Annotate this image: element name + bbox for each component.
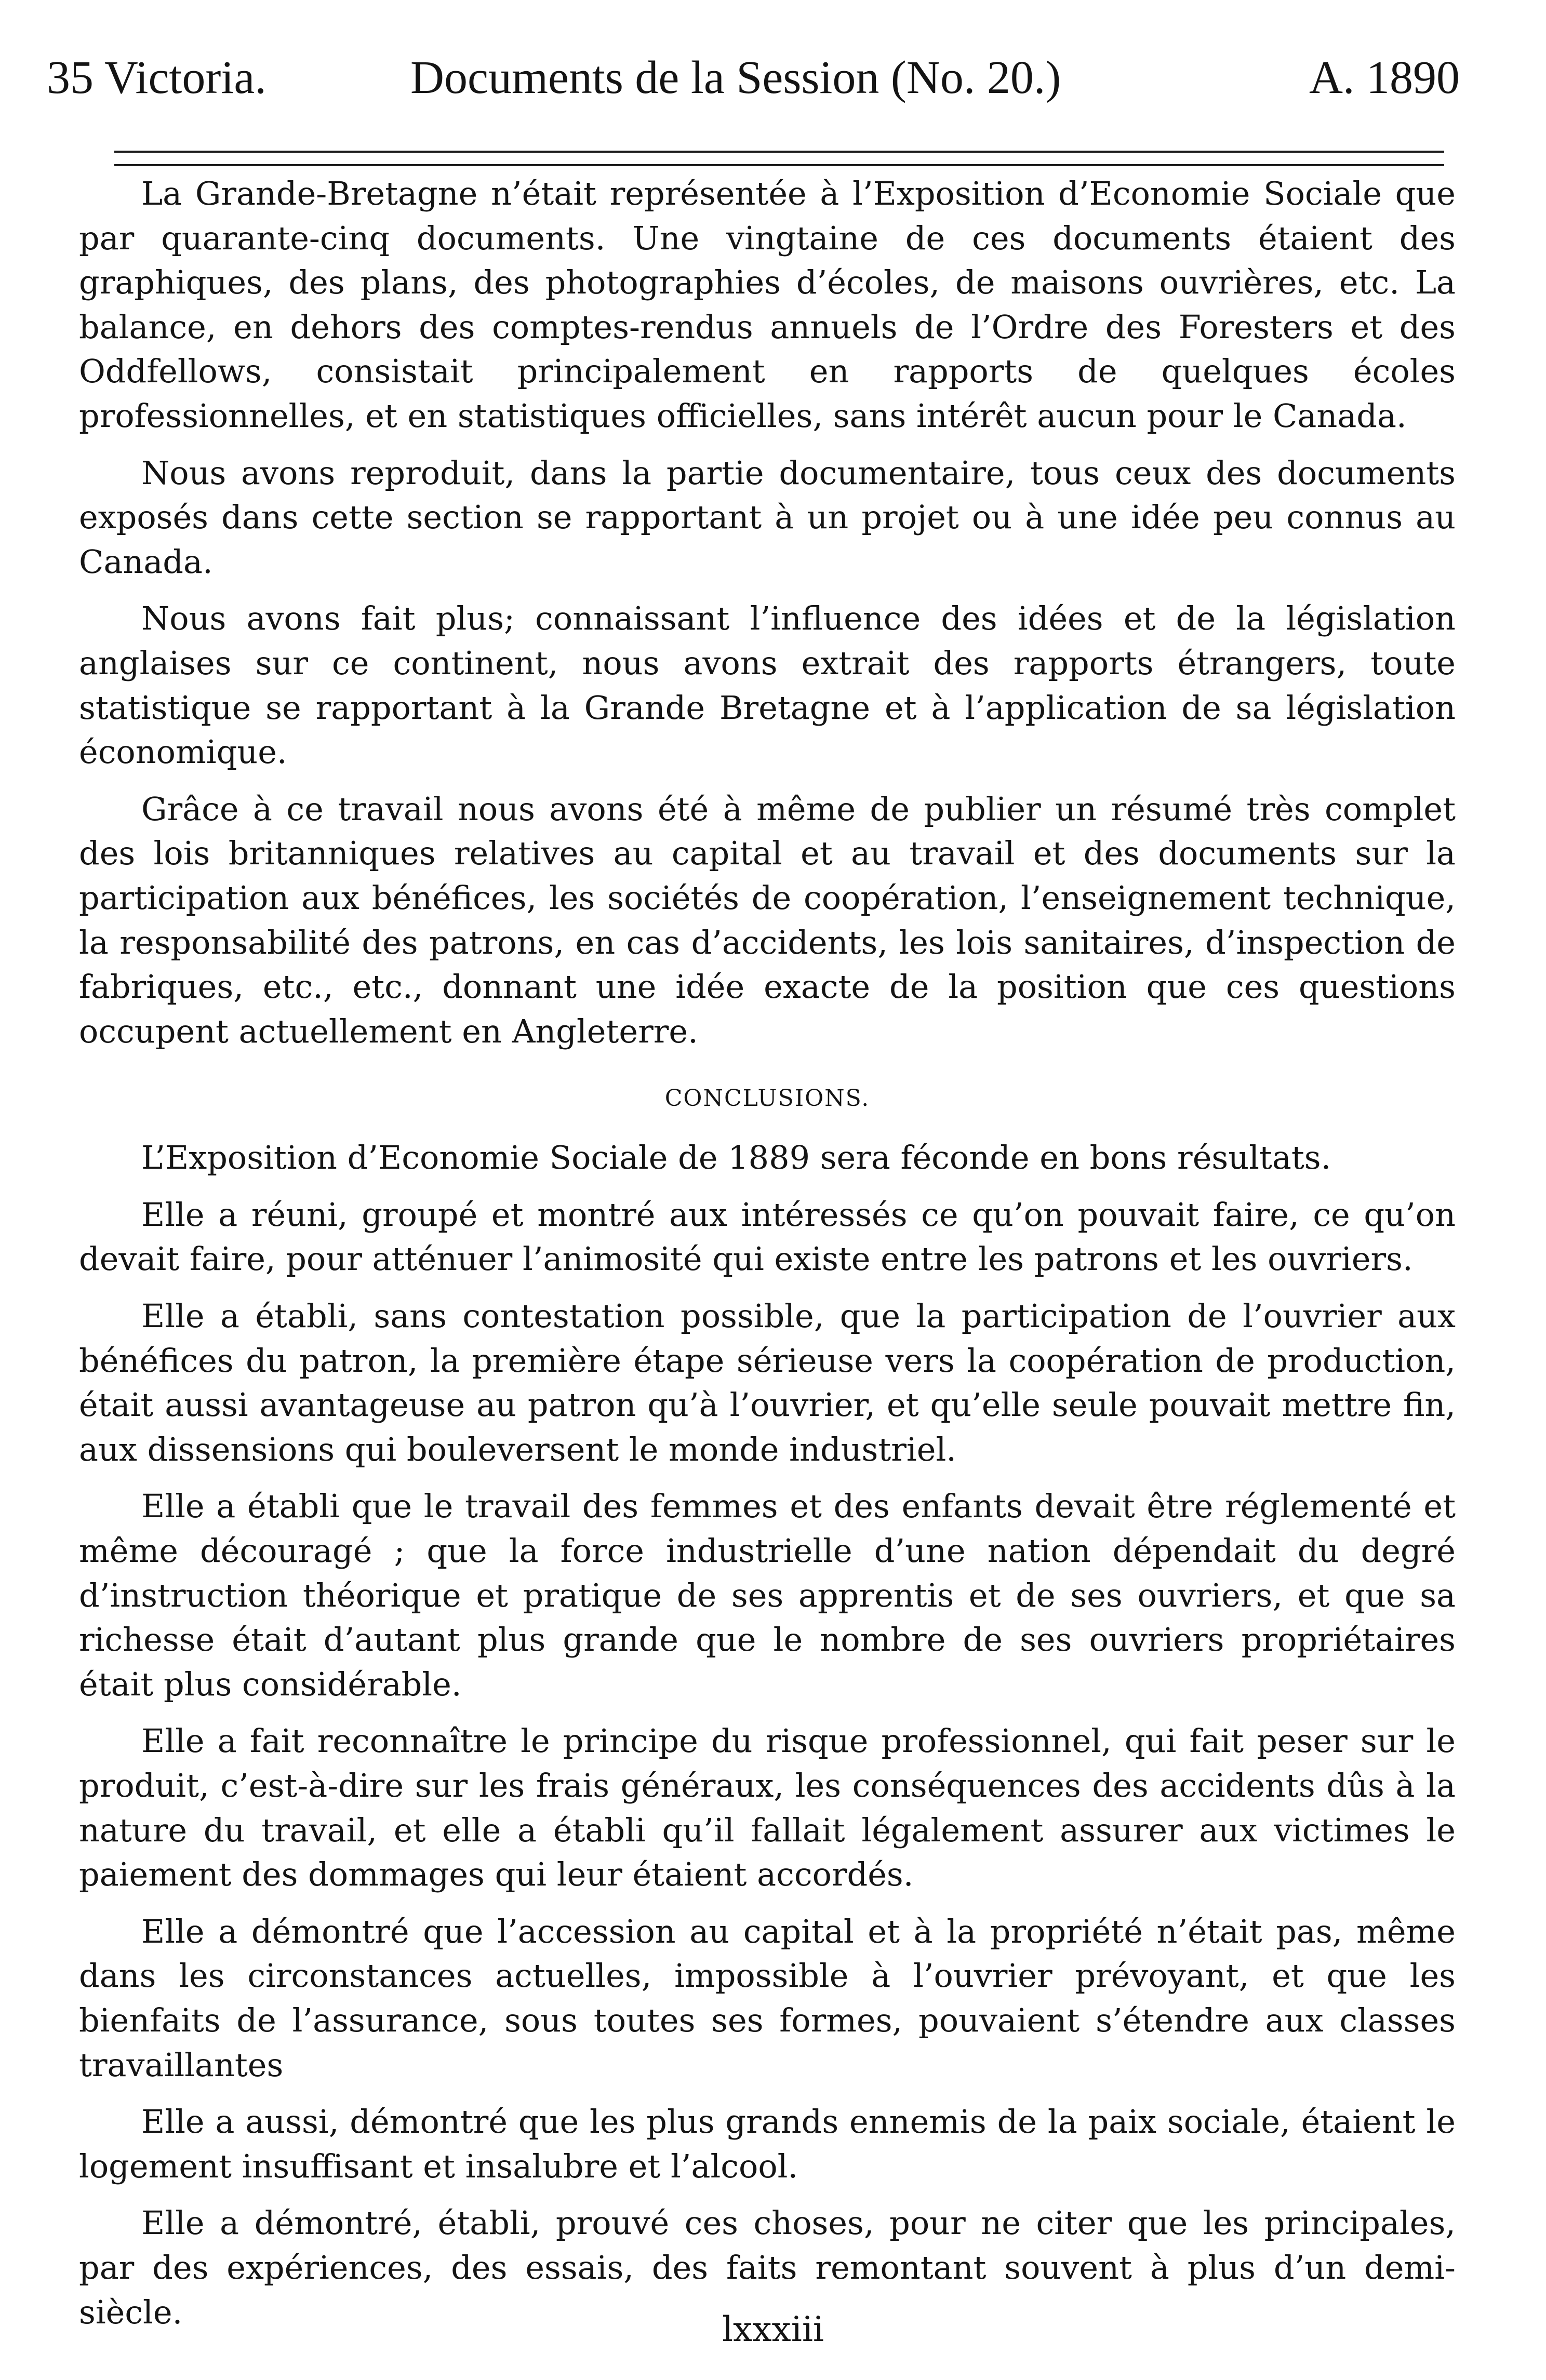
running-header [47,49,1460,106]
paragraph: Elle a démontré que l’accession au capital et à la propriété n’était pas, même dans les circonstances actuelles, impossible à l’ouvrier prévoyant, et que les bienfaits de l’assurance, sous toutes ses formes, pouvaient s’étendre aux classes travaillantes [79,1912,1456,2084]
paragraph: Nous avons reproduit, dans la partie documentaire, tous ceux des documents exposés dans cette section se rapportant à un projet ou à une idée peu connus au Canada. [79,453,1456,581]
paragraph: Grâce à ce travail nous avons été à même de publier un résumé très complet des lois britanniques relatives au capital et au travail et des documents sur la participation aux bénéfices, les sociétés de coopération, l’enseignement technique, la responsabilité des patrons, en cas d’accidents, les lois sanitaires, d’inspection de fabriques, etc., etc., donnant une idée exacte de la position que ces questions occupent actuellement en Angleterre. [79,790,1456,1050]
header-rule-bottom [114,164,1444,166]
header-title: Documents de la Session (No. 20.) [410,52,1061,103]
paragraph: Elle a établi, sans contestation possible, que la participation de l’ouvrier aux bénéfices du patron, la première étape sérieuse vers la coopération de production, était aussi avantageuse au patron qu’à l’ouvrier, et qu’elle seule pouvait mettre fin, aux dissensions qui bouleversent le monde industriel. [79,1297,1456,1468]
paragraph: Elle a fait reconnaître le principe du risque professionnel, qui fait peser sur le produit, c’est-à-dire sur les frais généraux, les conséquences des accidents dûs à la nature du travail, et elle a établi qu’il fallait légalement assurer aux victimes le paiement des dommages qui leur étaient accordés. [79,1722,1456,1894]
paragraph: Elle a réuni, groupé et montré aux intéressés ce qu’on pouvait faire, ce qu’on devait faire, pour atténuer l’animosité qui existe entre les patrons et les ouvriers. [79,1195,1456,1278]
paragraph: Nous avons fait plus; connaissant l’influence des idées et de la législation anglaises sur ce continent, nous avons extrait des rapports étrangers, toute statistique se rapportant à la Grande Bretagne et à l’application de sa législation économique. [79,599,1456,771]
page-number: lxxxiii [722,2309,824,2349]
header-year: A. 1890 [1309,52,1460,103]
paragraph: Elle a établi que le travail des femmes et des enfants devait être réglementé et même découragé ; que la force industrielle d’une nation dépendait du degré d’instruction théorique et pratique de ses apprentis et de ses ouvriers, et que sa richesse était d’autant plus grande que le nombre de ses ouvriers propriétaires était plus considérable. [79,1487,1456,1703]
paragraph: Elle a aussi, démontré que les plus grands ennemis de la paix sociale, étaient le logement insuffisant et insalubre et l’alcool. [79,2103,1456,2185]
header-rule-top [114,151,1444,153]
header-volume: 35 Victoria. [47,52,266,103]
paragraph: Elle a démontré, établi, prouvé ces choses, pour ne citer que les principales, par des expériences, des essais, des faits remontant souvent à plus d’un demi-siècle. [79,2204,1456,2331]
paragraph: La Grande-Bretagne n’était représentée à l’Exposition d’Economie Sociale que par quarante-cinq documents. Une vingtaine de ces documents étaient des graphiques, des plans, des photographies d’écoles, de maisons ouvrières, etc. La balance, en dehors des comptes-rendus annuels de l’Ordre des Foresters et des Oddfellows, consistait principalement en rapports de quelques écoles professionnelles, et en statistiques officielles, sans intérêt aucun pour le Canada. [79,175,1456,435]
body-text [79,171,1456,2347]
section-heading: CONCLUSIONS. [664,1085,870,1112]
paragraph: L’Exposition d’Economie Sociale de 1889 sera féconde en bons résultats. [141,1139,1331,1177]
